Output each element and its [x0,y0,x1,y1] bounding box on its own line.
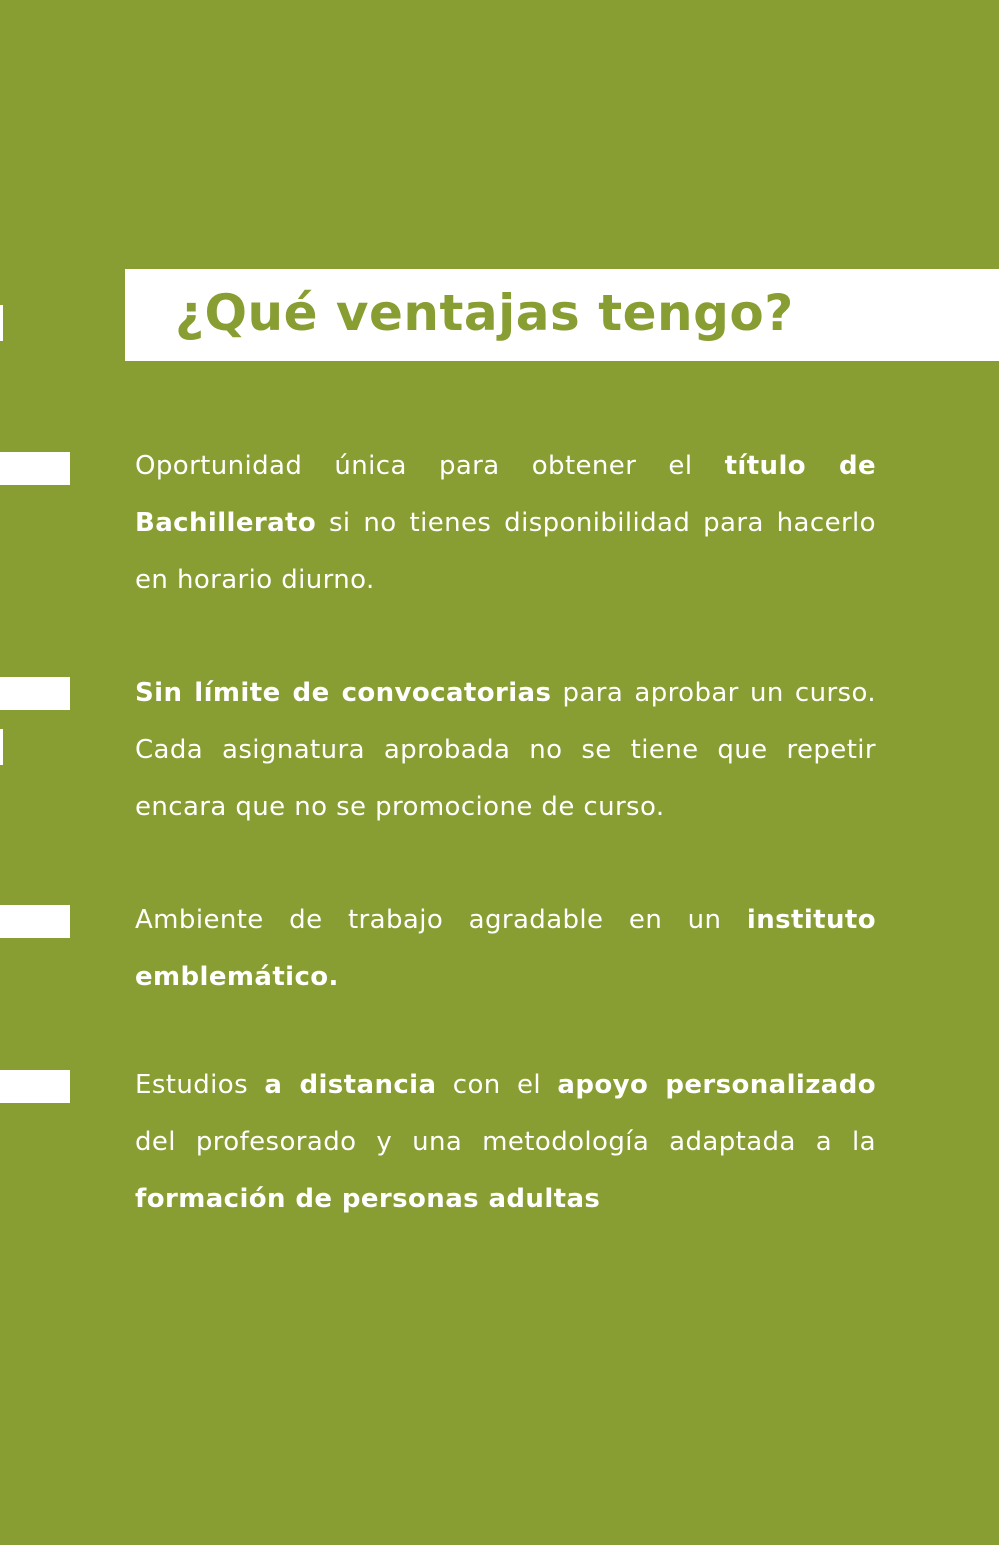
item-text-bold: a distancia [264,1070,437,1100]
bullet-marker [0,1070,70,1103]
edge-mark [0,729,3,765]
edge-mark [0,305,3,341]
advantage-item [135,665,876,836]
item-text-bold: Sin límite de convocatorias [135,678,552,708]
item-text: del profesorado y una metodología adaptada a la [135,1127,876,1157]
bullet-marker [0,905,70,938]
item-text: Oportunidad única para obtener el [135,451,725,481]
item-text: Ambiente de trabajo agradable en un [135,905,747,935]
item-text: si no tienes disponibilidad para hacerlo en horario diurno. [135,508,876,595]
page-title: ¿Qué ventajas tengo? [175,284,794,342]
item-text: Estudios [135,1070,265,1100]
title-banner [125,269,999,361]
advantage-item [135,438,876,609]
advantage-item [135,1057,876,1228]
item-text-bold: instituto emblemático. [135,905,876,992]
item-text: con el [436,1070,558,1100]
advantage-item [135,892,876,1006]
item-text-bold: apoyo personalizado [557,1070,876,1100]
item-text: para aprobar un curso. Cada asignatura aprobada no se tiene que repetir encara que no se promocione de curso. [135,678,876,822]
item-text-bold: formación de personas adultas [135,1184,601,1214]
bullet-marker [0,452,70,485]
item-text-bold: título de Bachillerato [135,451,876,538]
bullet-marker [0,677,70,710]
